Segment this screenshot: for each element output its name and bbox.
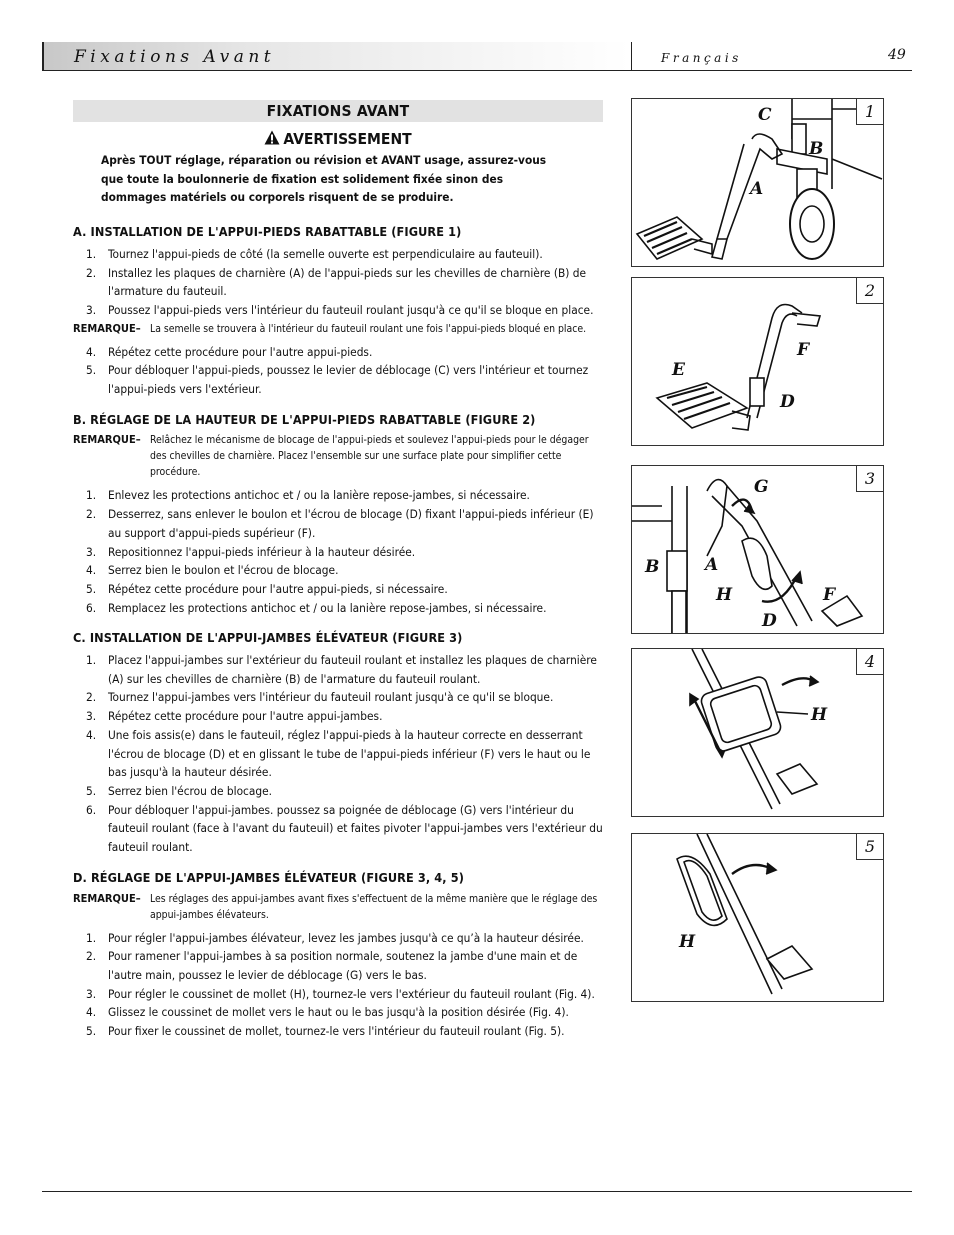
list-item-number: 2.	[86, 690, 97, 705]
section-title: FIXATIONS AVANT	[73, 100, 603, 122]
list-item	[73, 688, 603, 707]
remark-label: REMARQUE–	[73, 891, 141, 905]
heading-d: D. RÉGLAGE DE L'APPUI-JAMBES ÉLÉVATEUR (FIGURE 3, 4, 5)	[73, 869, 464, 885]
label-f: F	[823, 585, 836, 605]
list-item	[73, 505, 603, 542]
list-item-number: 5.	[86, 363, 97, 378]
label-a: A	[750, 179, 764, 199]
figure-3	[631, 465, 884, 634]
list-item-text: Serrez bien l'écrou de blocage.	[108, 783, 273, 798]
list-b	[73, 486, 603, 617]
list-a2	[73, 343, 603, 399]
label-d: D	[780, 392, 795, 412]
list-item-number: 6.	[86, 600, 97, 615]
heading-c: C. INSTALLATION DE L'APPUI-JAMBES ÉLÉVATEUR (FIGURE 3)	[73, 630, 463, 646]
label-a: A	[705, 555, 719, 575]
remark-d	[73, 891, 603, 923]
list-item-number: 3.	[86, 544, 97, 559]
list-item-text: Répétez cette procédure pour l'autre appui-jambes.	[108, 709, 383, 724]
list-item-text: Placez l'appui-jambes sur l'extérieur du fauteuil roulant et installez les plaques de charnière (A) sur les chevilles de charnière (B) de l'armature du fauteuil roulant.	[108, 653, 597, 686]
warning-title	[73, 128, 603, 150]
calf-pad-slide-illustration	[632, 649, 884, 817]
list-item-number: 1.	[86, 488, 97, 503]
footer-rule	[42, 1191, 912, 1192]
remark-text: Relâchez le mécanisme de blocage de l'appui-pieds et soulevez l'appui-pieds pour le dégager des chevilles de charnière. Placez l'ensemble sur une surface plate pour simplifier cette procédure.	[150, 434, 589, 479]
list-item-number: 4.	[86, 727, 97, 742]
list-item	[73, 985, 603, 1004]
list-item-number: 2.	[86, 507, 97, 522]
page-number: 49	[888, 47, 906, 63]
label-h: H	[811, 705, 828, 725]
list-d	[73, 929, 603, 1041]
list-item-number: 1.	[86, 653, 97, 668]
list-a1	[73, 245, 603, 320]
remark-b	[73, 432, 603, 480]
remark-text: Les réglages des appui-jambes avant fixes s'effectuent de la même manière que le réglage des appui-jambes élévateurs.	[150, 892, 598, 921]
list-item-text: Poussez l'appui-pieds vers l'intérieur du fauteuil roulant jusqu'à ce qu'il se bloque en place.	[108, 302, 594, 317]
header-rule	[42, 70, 912, 71]
label-d: D	[762, 611, 777, 631]
list-item	[73, 361, 603, 398]
figure-4	[631, 648, 884, 817]
list-item	[73, 1003, 603, 1022]
list-item-text: Pour ramener l'appui-jambes à sa position normale, soutenez la jambe d'une main et de l'autre main, poussez le levier de déblocage (G) vers le bas.	[108, 949, 578, 982]
list-item	[73, 707, 603, 726]
figure-1	[631, 98, 884, 267]
list-item-number: 2.	[86, 949, 97, 964]
label-f: F	[797, 340, 810, 360]
list-item-text: Une fois assis(e) dans le fauteuil, réglez l'appui-pieds à la hauteur correcte en desserrant l'écrou de blocage (D) et en glissant le tube de l'appui-pieds inférieur (F) vers le haut ou le bas jusqu'à la hauteur désirée.	[108, 727, 591, 780]
list-item	[73, 543, 603, 562]
heading-b: B. RÉGLAGE DE LA HAUTEUR DE L'APPUI-PIEDS RABATTABLE (FIGURE 2)	[73, 411, 536, 427]
list-item	[73, 782, 603, 801]
list-item-text: Desserrez, sans enlever le boulon et l'écrou de blocage (D) fixant l'appui-pieds inférieur (E) au support d'appui-pieds supérieur (F).	[108, 507, 594, 540]
list-item-number: 5.	[86, 581, 97, 596]
list-item	[73, 929, 603, 948]
warning-text: Après TOUT réglage, réparation ou révision et AVANT usage, assurez-vous que toute la boulonnerie de fixation est solidement fixée sinon des dommages matériels ou corporels risquent de se produire.	[101, 153, 547, 205]
calf-pad-rotate-illustration	[632, 834, 884, 1002]
list-item	[73, 580, 603, 599]
list-item	[73, 245, 603, 264]
label-b: B	[645, 557, 660, 577]
list-item	[73, 1022, 603, 1041]
list-item	[73, 651, 603, 688]
header-separator	[631, 42, 632, 71]
figure-number: 1	[856, 99, 883, 125]
list-item-text: Répétez cette procédure pour l'autre appui-pieds.	[108, 344, 373, 359]
footrest-height-illustration	[632, 278, 884, 446]
figure-5	[631, 833, 884, 1002]
list-item-number: 5.	[86, 1024, 97, 1039]
label-e: E	[672, 360, 685, 380]
figure-number: 5	[856, 834, 883, 860]
list-item-text: Remplacez les protections antichoc et / ou la lanière repose-jambes, si nécessaire.	[108, 600, 547, 615]
list-item-number: 6.	[86, 802, 97, 817]
warning-triangle-icon	[264, 130, 280, 145]
list-item-number: 4.	[86, 1005, 97, 1020]
list-item-number: 1.	[86, 930, 97, 945]
list-item-number: 3.	[86, 302, 97, 317]
list-item-text: Tournez l'appui-jambes vers l'intérieur du fauteuil roulant jusqu'à ce qu'il se bloque.	[108, 690, 554, 705]
list-item-text: Pour régler l'appui-jambes élévateur, levez les jambes jusqu'à ce qu’à la hauteur désirée.	[108, 930, 584, 945]
figure-number: 2	[856, 278, 883, 304]
list-item-text: Glissez le coussinet de mollet vers le haut ou le bas jusqu'à la position désirée (Fig. 4).	[108, 1005, 569, 1020]
list-item-text: Pour débloquer l'appui-jambes. poussez sa poignée de déblocage (G) vers l'intérieur du fauteuil roulant (face à l'avant du fauteuil) et faites pivoter l'appui-jambes vers l'extérieur du fauteuil roulant.	[108, 802, 603, 855]
label-h: H	[679, 932, 696, 952]
figure-2	[631, 277, 884, 446]
header-band	[42, 42, 630, 71]
list-item	[73, 264, 603, 301]
label-b: B	[809, 139, 824, 159]
label-h: H	[716, 585, 733, 605]
figure-number: 3	[856, 466, 883, 492]
label-c: C	[758, 105, 772, 125]
remark-label: REMARQUE–	[73, 321, 141, 335]
heading-a: A. INSTALLATION DE L'APPUI-PIEDS RABATTABLE (FIGURE 1)	[73, 224, 462, 240]
list-item-text: Installez les plaques de charnière (A) de l'appui-pieds sur les chevilles de charnière (B) de l'armature du fauteuil.	[108, 265, 587, 299]
list-item	[73, 301, 603, 320]
list-item-text: Serrez bien le boulon et l'écrou de blocage.	[108, 563, 339, 578]
label-g: G	[754, 477, 769, 497]
list-item	[73, 947, 603, 984]
list-c	[73, 651, 603, 857]
list-item-number: 4.	[86, 344, 97, 359]
list-item-text: Pour débloquer l'appui-pieds, poussez le levier de déblocage (C) vers l'intérieur et tournez l'appui-pieds vers l'extérieur.	[108, 363, 589, 397]
list-item	[73, 599, 603, 618]
list-item	[73, 343, 603, 362]
remark-text: La semelle se trouvera à l'intérieur du fauteuil roulant une fois l'appui-pieds bloqué en place.	[150, 322, 587, 335]
remark-label: REMARQUE–	[73, 433, 141, 447]
list-item-number: 3.	[86, 709, 97, 724]
list-item	[73, 561, 603, 580]
list-item-number: 2.	[86, 265, 97, 280]
remark-a	[73, 321, 603, 337]
list-item-number: 1.	[86, 246, 97, 261]
list-item	[73, 726, 603, 782]
list-item	[73, 486, 603, 505]
list-item-text: Pour fixer le coussinet de mollet, tournez-le vers l'intérieur du fauteuil roulant (Fig. 5).	[108, 1024, 565, 1039]
list-item	[73, 801, 603, 857]
list-item-text: Répétez cette procédure pour l'autre appui-pieds, si nécessaire.	[108, 581, 448, 596]
header-language: Français	[661, 51, 742, 65]
warning-title-text: AVERTISSEMENT	[283, 130, 412, 148]
list-item-number: 5.	[86, 783, 97, 798]
list-item-number: 3.	[86, 986, 97, 1001]
list-item-text: Repositionnez l'appui-pieds inférieur à la hauteur désirée.	[108, 544, 416, 559]
list-item-number: 4.	[86, 563, 97, 578]
figure-number: 4	[856, 649, 883, 675]
list-item-text: Tournez l'appui-pieds de côté (la semelle ouverte est perpendiculaire au fauteuil).	[108, 246, 543, 261]
header-title: Fixations Avant	[74, 47, 276, 67]
list-item-text: Pour régler le coussinet de mollet (H), tournez-le vers l'extérieur du fauteuil roulant (Fig. 4).	[108, 986, 595, 1001]
text-column	[73, 100, 603, 1041]
list-item-text: Enlevez les protections antichoc et / ou la lanière repose-jambes, si nécessaire.	[108, 488, 530, 503]
